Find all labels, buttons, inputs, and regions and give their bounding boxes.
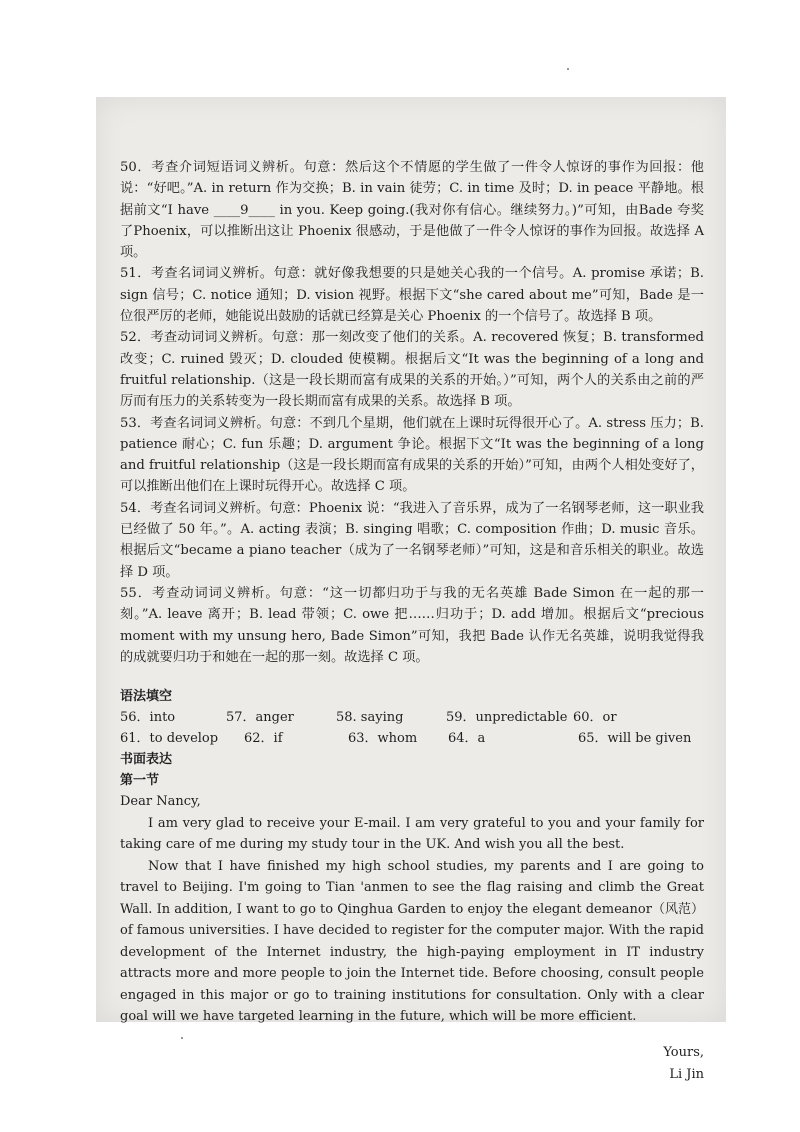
letter-paragraph-1: I am very glad to receive your E-mail. I am very grateful to you and your family for taking care of me during my study tour in the UK. And wish you all the best. [120, 815, 704, 853]
answer-62: 62．if [244, 731, 283, 747]
answer-65: 65．will be given [578, 731, 692, 747]
grammar-answers-row-1 [120, 707, 704, 728]
letter-closing: Yours, [663, 1044, 704, 1060]
answer-59: 59．unpredictable [446, 710, 568, 726]
letter-greeting: Dear Nancy, [120, 794, 201, 810]
explanation-51: 51．考查名词词义辨析。句意：就好像我想要的只是她关心我的一个信号。A. promise 承诺；B. sign 信号；C. notice 通知；D. vision 视野。根据下文“she cared about me”可知，Bade 是一位很严厉的老师，她能说出鼓励的话就已经算是关心 Phoenix 的一个信号了。故选择 B 项。 [120, 266, 704, 325]
letter-paragraph-2: Now that I have finished my high school studies, my parents and I are going to travel to Beijing. I'm going to Tian 'anmen to see the flag raising and climb the Great Wall. In addition, I want to go to Qinghua Garden to enjoy the elegant demeanor（风范） of famous universities. I have decided to register for the computer major. With the rapid development of the Internet industry, the high-paying employment in IT industry attracts more and more people to join the Internet tide. Before choosing, consult people engaged in this major or go to training institutions for consultation. Only with a clear goal will we have targeted learning in the future, which will be more efficient. [120, 858, 704, 1025]
explanation-54: 54．考查名词词义辨析。句意：Phoenix 说：“我进入了音乐界，成为了一名钢琴老师，这一职业我已经做了 50 年。”。A. acting 表演；B. singing 唱歌；C. composition 作曲；D. music 音乐。根据后文“became a piano teacher（成为了一名钢琴老师）”可知，这是和音乐相关的职业。故选择 D 项。 [120, 500, 704, 580]
explanation-53: 53．考查名词词义辨析。句意：不到几个星期，他们就在上课时玩得很开心了。A. stress 压力；B. patience 耐心；C. fun 乐趣；D. argument 争论。根据下文“It was the beginning of a long and fruitful relationship（这是一段长期而富有成果的关系的开始）”可知，由两个人相处变好了，可以推断出他们在上课时玩得开心。故选择 C 项。 [120, 415, 704, 495]
scan-speck [567, 68, 569, 70]
explanation-50: 50．考查介词短语词义辨析。句意：然后这个不情愿的学生做了一件令人惊讶的事作为回报：他说：“好吧。”A. in return 作为交换；B. in vain 徒劳；C. in time 及时；D. in peace 平静地。根据前文“I have ____9____ in you. Keep going.(我对你有信心。继续努力。)”可知，由Bade 夸奖了Phoenix，可以推断出这让 Phoenix 很感动，于是他做了一件令人惊讶的事作为回报。故选择 A 项。 [120, 160, 704, 261]
writing-part-title: 第一节 [120, 773, 160, 789]
writing-section-title: 书面表达 [120, 752, 173, 768]
answer-63: 63．whom [348, 731, 418, 747]
grammar-section-title: 语法填空 [120, 689, 173, 705]
answer-57: 57．anger [226, 710, 294, 726]
answer-content [120, 157, 704, 1086]
answer-64: 64．a [448, 731, 486, 747]
grammar-answers-row-2 [120, 728, 704, 749]
scanned-page [96, 97, 726, 1082]
answer-58: 58. saying [336, 710, 404, 726]
explanation-52: 52．考查动词词义辨析。句意：那一刻改变了他们的关系。A. recovered 恢复；B. transformed 改变；C. ruined 毁灭；D. clouded 使模糊。根据后文“It was the beginning of a long and fruitful relationship.（这是一段长期而富有成果的关系的开始。）”可知，两个人的关系由之前的严厉而有压力的关系转变为一段长期而富有成果的关系。故选择 B 项。 [120, 330, 704, 410]
answer-56: 56．into [120, 710, 176, 726]
letter-signature: Li Jin [669, 1066, 704, 1082]
explanation-55: 55．考查动词词义辨析。句意：“这一切都归功于与我的无名英雄 Bade Simon 在一起的那一刻。”A. leave 离开；B. lead 带领；C. owe 把……归功于；D. add 增加。根据后文“precious moment with my unsung hero, Bade Simon”可知，我把 Bade 认作无名英雄，说明我觉得我的成就要归功于和她在一起的那一刻。故选择 C 项。 [120, 585, 704, 665]
answer-61: 61．to develop [120, 731, 219, 747]
answer-60: 60．or [573, 710, 617, 726]
